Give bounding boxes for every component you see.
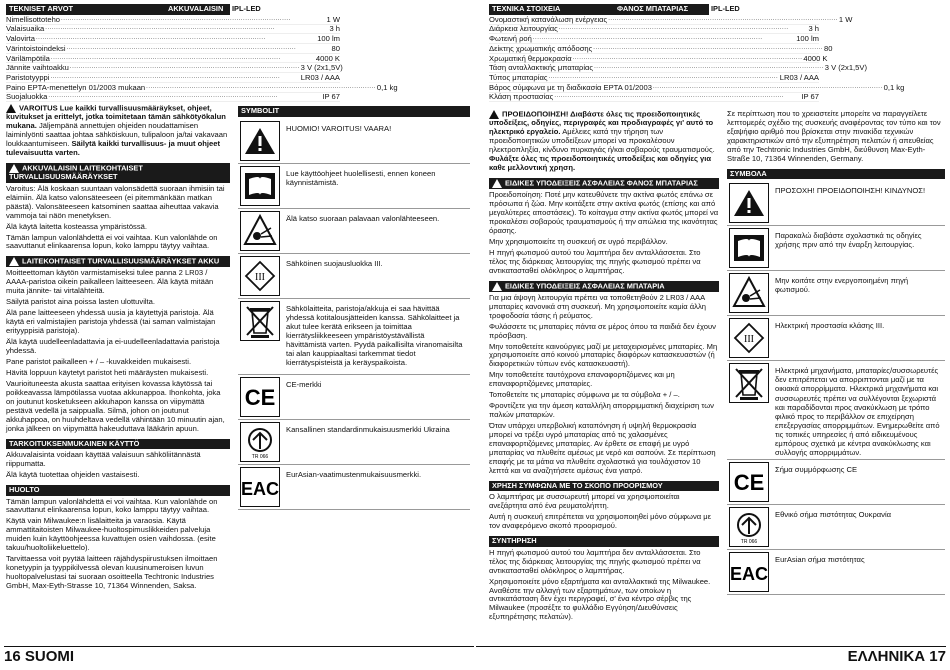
symbol-row [238, 254, 470, 299]
ce-mark-icon [729, 462, 769, 502]
spec-row [6, 93, 340, 103]
section-bar: LAITEKOHTAISET TURVALLISUUSMÄÄRÄYKSET AKKU [6, 256, 230, 267]
leader-dots: .......................................................................................................... [50, 73, 281, 80]
symbols-bar: ΣΥΜΒΟΛΑ [727, 169, 945, 180]
page-greek [475, 0, 950, 670]
spec-row [489, 34, 819, 44]
warning-icon [492, 282, 502, 291]
paragraph: Χρησιμοποιείτε μόνο εξαρτήματα και ανταλλακτικά της Milwaukee. Αναθέστε την αλλαγή των εξαρτημάτων, των οποίων η αντικατάσταση δεν έχει περιγραφεί, σ' ένα κέντρο σέρβις της Milwaukee (προσέξτε το φυλλάδιο Εγγύηση/Διευθύνσεις εξυπηρέτησης πελατών). [489, 576, 711, 622]
warning-icon [9, 257, 19, 266]
warning-intro: ΠΡΟΕΙΔΟΠΟΙΗΣΗ! Διαβάστε όλες τις προειδοποιητικές υποδείξεις, οδηγίες, περιγραφές και προδιαγραφές γι' αυτό το ηλεκτρικό εργαλείο. Αμέλειες κατά την τήρηση των προειδοποιητικών υποδείξεων μπορεί να προκαλέσουν ηλεκτροπληξία, κίνδυνο πυρκαγιάς ή/και σοβαρούς τραυματισμούς. Φυλάξτε όλες τις προειδοποιητικές υποδείξεις και οδηγίες για καθε μελλοντική χρηση. [489, 109, 715, 173]
symbol-description: Ηλεκτρική προστασία κλάσης III. [775, 321, 885, 331]
warning-intro: VAROITUS Lue kaikki turvallisuusmääräykset, ohjeet, kuvitukset ja erittelyt, jotka toimitetaan tämän sähkötyökalun mukana. Jäljempänä annettujen ohjeiden noudattamisen laiminlyönti saattaa johtaa sähköiskuun, tulipaloon ja/tai vakavaan loukkaantumiseen. Säilytä kaikki turvallisuus- ja muut ohjeet tulevaisuutta varten. [6, 103, 228, 158]
leader-dots: .......................................................................................................... [61, 15, 291, 22]
paragraph: Μην τοποθετείτε καινούργιες μαζί με μεταχειρισμένες μπαταρίες. Μη χρησιμοποιείτε από κοινού μπαταρίες διαφόρων κατασκευαστών (ή διαφορετικών τύπων ενός κατασκευαστή). [489, 341, 718, 369]
spec-value: 4000 K [803, 53, 828, 63]
text-column-right [489, 110, 719, 624]
protection-class-iii-icon [240, 256, 280, 296]
spec-value: 100 lm [796, 34, 819, 44]
spec-value: 0,1 kg [883, 82, 905, 92]
spec-label: Värintoistoindeksi [6, 43, 66, 53]
eac-mark-icon [240, 467, 280, 507]
symbol-description: Εθνικό σήμα πιστότητας Ουκρανία [775, 510, 892, 520]
svg-text:TR 066: TR 066 [740, 539, 758, 546]
spec-row [489, 63, 867, 73]
symbols-bar: SYMBOLIT [238, 106, 470, 117]
svg-text:EAC: EAC [729, 564, 769, 585]
symbol-row [727, 460, 945, 505]
symbol-description: EurAsian σήμα πιστότητας [775, 555, 865, 565]
leader-dots: .......................................................................................................... [572, 54, 803, 61]
symbol-row [727, 550, 945, 595]
paragraph: Vaurioituneesta akusta saattaa erityisen kovassa käytössä tai poikkeavassa lämpötilassa vuotaa akkunappoa. Ihonkohta, joka on joutunut kosketukseen akkuhapon kanssa on viipymättä pestävä vedellä ja saippualla. Silmä, johon on joutunut akkuhappoa, on huuhdeltava vedellä vähintään 10 minuutin ajan, jonka jälkeen on viipymättä hakeuduttava lääkärin apuun. [6, 378, 225, 433]
spec-label: Paino EPTA-menettelyn 01/2003 mukaan [6, 82, 146, 92]
paragraph: Tarvittaessa voit pyytää laitteen räjähdyspiirustuksen ilmoittaen konetyypin ja tyyppikilvessä olevan kuusinumeroisen luvun huoltopalvelustasi tai suoraan osoitteella Techtronic Industries GmbH, Max-Eyth-Strasse 10, 71364 Winnenden, Saksa. [6, 554, 218, 591]
spec-label: Jännite vaihtoakku [6, 63, 69, 73]
spec-table [6, 4, 398, 102]
paragraph: Όταν υπάρχει υπερβολική καταπόνηση ή υψηλή θερμοκρασία μπορεί να τρέξει υγρό μπαταρίας από τις χαλασμένες επαναφορτιζόμενες μπαταρίες. Αν έρθετε σε επαφή με υγρό μπαταρίας να πλυθείτε αμέσως με νερό και σαπούνι. Σε περίπτωση επαφής με τα μάτια να πλυθείτε σχολαστικά για τουλάχιστον 10 λεπτά και να αναζητήσετε αμέσως ένα γιατρό. [489, 421, 716, 475]
svg-text:CE: CE [733, 470, 765, 496]
symbol-row [238, 299, 470, 375]
spec-value: 100 lm [317, 34, 340, 44]
svg-text:III: III [744, 334, 754, 346]
spec-label: Διάρκεια λειτουργίας [489, 24, 558, 34]
paragraph: Αυτή η συσκευή επιτρέπεται να χρησιμοποιηθεί μόνο σύμφωνα με τον αναφερόμενο σκοπό προορισμού. [489, 512, 712, 531]
symbol-row [727, 361, 945, 460]
spec-header: ΤΕΧΝΙΚΑ ΣΤΟΙΧΕΙΑ [492, 4, 561, 14]
read-manual-icon [240, 166, 280, 206]
paragraph: Προειδοποίηση: Ποτέ μην κατευθύνετε την ακτίνα φωτός επάνω σε πρόσωπα ή ζώα. Μην κοιτάξετε στην ακτίνα φωτός (επίσης και από μεγαλύτερες αποστάσεις). Το κοίταγμα στην ακτίνα φωτός μπορεί να προκαλέσει σοβαρούς τραυματισμούς ή την απώλεια της ικανότητας όρασης. [489, 190, 719, 235]
spec-product: ΦΑΝΟΣ ΜΠΑΤΑΡΙΑΣ [617, 4, 689, 14]
spec-row [6, 25, 340, 35]
warning-icon [9, 164, 19, 173]
spec-value: LR03 / AAA [300, 72, 340, 82]
leader-dots: .......................................................................................................... [554, 93, 785, 100]
spec-row [6, 73, 340, 83]
spec-label: Valovirta [6, 34, 35, 44]
spec-label: Τάση ανταλλακτικής μπαταρίας [489, 63, 594, 73]
paragraph: Ο λαμπτήρας με συσσωρευτή μπορεί να χρησιμοποιείται ανεξάρτητα από ένα ρευματολήπτη. [489, 492, 680, 511]
spec-model: IPL-LED [230, 4, 340, 15]
paragraph: Μην τοποθετείτε ταυτόχρονα επαναφορτιζόμενες και μη επαναφορτιζόμενες μπαταρίες. [489, 370, 675, 389]
spec-row [489, 93, 819, 103]
weee-bin-icon [240, 301, 280, 341]
svg-text:TR 066: TR 066 [251, 453, 269, 460]
spec-model: IPL-LED [709, 4, 819, 15]
spec-value: LR03 / AAA [779, 72, 819, 82]
symbol-row [238, 420, 470, 465]
spec-row [489, 82, 905, 93]
symbol-description: Sähköinen suojausluokka III. [286, 258, 383, 268]
paragraph: Φροντίζετε για την άμεση καταλλήλη απορριμματική διαχείριση των παλιών μπαταριών. [489, 401, 714, 420]
symbol-description: Μην κοιτάτε στην ενεργοποιημένη πηγή φωτισμού. [775, 276, 909, 295]
leader-dots: .......................................................................................................... [594, 64, 824, 71]
leader-dots: .......................................................................................................... [652, 83, 883, 90]
paragraph: Για μια άψογη λειτουργία πρέπει να τοποθετηθούν 2 LR03 / AAA μπαταρίες κανονικά στη συσκευή. Μη χρησιμοποιείτε καμία άλλη τροφοδοσία τάσης ή ρεύματος. [489, 292, 706, 320]
spec-value: 3 V (2x1,5V) [300, 63, 343, 73]
symbol-description: Lue käyttöohjeet huolellisesti, ennen koneen käynnistämistä. [286, 168, 436, 187]
symbol-row [727, 181, 945, 226]
paragraph: Varoitus: Älä koskaan suuntaan valonsädettä suoraan ihmisiin tai eläimiin. Älä katso valonsäteeseen (ei pitemmänkään matkan päästä). Valonsäteeseen katsominen saattaa aiheuttaa vakavia vammoja tai näön menetyksen. [6, 183, 225, 220]
symbol-description: Kansallinen standardinmukaisuusmerkki Ukraina [286, 424, 450, 434]
paragraph: Säilytä paristot aina poissa lasten ulottuvilta. [6, 297, 156, 307]
leader-dots: .......................................................................................................... [35, 35, 266, 42]
symbol-description: Älä katso suoraan palavaan valonlähteeseen. [286, 213, 440, 223]
symbol-row [238, 465, 470, 510]
spec-value: 4000 K [315, 53, 340, 63]
symbol-row [238, 209, 470, 254]
leader-dots: .......................................................................................................... [146, 83, 376, 90]
warning-icon [6, 104, 16, 113]
symbol-description: Ηλεκτρικά μηχανήματα, μπαταρίες/συσσωρευτές δεν επιτρέπεται να απορριπτονται μαζί με τα οικιακά απορρίμματα. Ηλεκτρικά μηχανήματα και συσσωρευτές πρέπει να συλλέγονται ξεχωριστά και παραδίδονται προς ανακύκλωση με τρόπο φιλικό προς το περιβάλλον σε επιχείρηση επεξεργασίας απορριμμάτων. Ενημερωθείτε από τις τοπικές υπηρεσίες ή από ειδικευμένους εμπόρους σχετικά με κέντρα ανακύκλωσης και συλλογής απορριμμάτων. [775, 366, 940, 458]
spec-value: 3 h [329, 24, 340, 34]
eac-mark-icon [729, 552, 769, 592]
leader-dots: .......................................................................................................... [608, 15, 838, 22]
leader-dots: .......................................................................................................... [50, 54, 281, 61]
read-manual-icon [729, 228, 769, 268]
symbol-description: Σήμα συμμόρφωσης CE [775, 465, 858, 475]
paragraph: Akkuvalaisinta voidaan käyttää valaisuun sähköliitännästä riippumatta. [6, 450, 201, 469]
ukraine-conformity-icon [729, 507, 769, 547]
spec-row [6, 34, 340, 44]
no-stare-light-icon [729, 273, 769, 313]
warning-icon [489, 110, 499, 119]
spec-label: Κλάση προστασίας [489, 92, 554, 102]
symbol-description: HUOMIO! VAROITUS! VAARA! [286, 123, 392, 133]
paragraph: Η πηγή φωτισμού αυτού του λαμπτήρα δεν ανταλλάσσεται. Στο τέλος της διάρκειας λειτουργίας της πηγής φωτισμού πρέπει να αντικατασταθεί ολόκληρος ο λαμπτήρας. [489, 247, 701, 275]
spec-row [6, 15, 340, 25]
symbol-row [727, 271, 945, 316]
paragraph: Σε περίπτωση που το χρειαστείτε μπορείτε να παραγγείλετε λεπτομερές σχέδιο της συσκευής αναφέροντας τον τύπο και τον εξαψήφιο αριθμό που βρίσκεται στην πινακίδα τεχνικών χαρακτηριστικών από την εξυπηρέτηση πελατών ή απευθείας από την Techtronic Industries GmbH, διεύθυνση Max-Eyth-Straße 10, 71364 Winnenden, Germany. [727, 109, 941, 163]
symbol-row [238, 119, 470, 164]
symbol-description: ΠΡΟΣΟΧΗ! ΠΡΟΕΙΔΟΠΟΙΗΣΗ! ΚΙΝΔΥΝΟΣ! [775, 186, 926, 196]
svg-text:EAC: EAC [240, 478, 280, 499]
spec-label: Χρωματική θερμοκρασία [489, 53, 572, 63]
warning-triangle-icon [729, 183, 769, 223]
paragraph: Tämän lampun valonlähdettä ei voi vaihtaa. Kun valonlähde on saavuttanut elinkaarensa lopun, koko lamppu täytyy vaihtaa. [6, 496, 218, 515]
section-bar: HUOLTO [6, 485, 230, 496]
paragraph: Älä pane laitteeseen yhdessä uusia ja käytettyjä paristoja. Älä käytä eri valmistajien paristoja yhdessä (tai saman valmistajan erityyppisiä paristoja). [6, 308, 216, 336]
leader-dots: .......................................................................................................... [48, 93, 279, 100]
spec-row [489, 43, 833, 54]
protection-class-iii-icon [729, 318, 769, 358]
symbol-description: Sähkölaitteita, paristoja/akkuja ei saa hävittää yhdessä kotitalousjätteiden kanssa. Sähkölaitteet ja akut tulee kerätä erikseen ja toimittaa kierrätysliikkeeseen ympäristöystävällistä hävittämistä varten. Pyydä paikallisilta viranomaisilta tai alan kauppiaaltasi tarkemmat tiedot kierrätyspisteistä ja keräyspaikoista. [286, 303, 463, 368]
leader-dots: .......................................................................................................... [532, 35, 763, 42]
page-footer: ΕΛΛΗΝΙΚΑ 17 [476, 646, 946, 666]
spec-header: TEKNISET ARVOT [9, 4, 74, 14]
spec-value: 1 W [326, 14, 340, 24]
spec-label: Ονομαστική κατανάλωση ενέργειας [489, 14, 608, 24]
spec-label: Φωτεινή ροή [489, 34, 532, 44]
symbol-row [238, 164, 470, 209]
spec-value: 0,1 kg [376, 82, 398, 92]
svg-text:III: III [255, 271, 265, 283]
paragraph: Φυλάσσετε τις μπαταρίες πάντα σε μέρος όπου τα παιδιά δεν έχουν πρόσβαση. [489, 321, 716, 340]
symbols-column [238, 104, 470, 510]
spec-label: Värilämpötila [6, 53, 50, 63]
spec-row [489, 73, 819, 83]
spec-product: AKKUVALAISIN [168, 4, 224, 14]
spec-table [489, 4, 905, 102]
leader-dots: .......................................................................................................... [69, 64, 300, 71]
warning-triangle-icon [240, 121, 280, 161]
spec-row [489, 14, 853, 25]
paragraph: Μην χρησιμοποιείτε τη συσκευή σε υγρό περιβάλλον. [489, 236, 668, 246]
paragraph: Älä käytä uudelleenladattavia ja ei-uudelleenladattavia paristoja yhdessä. [6, 337, 220, 356]
spec-row [6, 44, 340, 54]
leader-dots: .......................................................................................................... [593, 44, 823, 51]
section-bar: TARKOITUKSENMUKAINEN KÄYTTÖ [6, 439, 230, 450]
paragraph: Älä käytä tuotettaa ohjeiden vastaisesti. [6, 470, 140, 480]
paragraph: Tämän lampun valonlähdettä ei voi vaihtaa. Kun valonlähde on saavuttanut elinkaarensa lopun, koko lamppu täytyy vaihtaa. [6, 232, 218, 251]
ukraine-conformity-icon [240, 422, 280, 462]
spec-value: IP 67 [322, 92, 340, 102]
spec-row [6, 54, 340, 64]
text-column-left [6, 104, 230, 593]
symbols-column [727, 110, 945, 595]
spec-row [489, 25, 819, 35]
svg-text:CE: CE [244, 384, 276, 410]
weee-bin-icon [729, 363, 769, 403]
leader-dots: .......................................................................................................... [548, 73, 779, 80]
spec-row [6, 82, 398, 93]
section-bar: AKKUVALAISIN LAITEKOHTAISET TURVALLISUUSMÄÄRÄYKSET [6, 163, 230, 183]
page-footer: 16 SUOMI [4, 646, 474, 666]
spec-label: Τύπος μπαταρίας [489, 72, 548, 82]
spec-value: 80 [331, 43, 340, 53]
spec-value: 3 V (2x1,5V) [824, 63, 867, 73]
section-bar: ΧΡΗΣΗ ΣΥΜΦΩΝΑ ΜΕ ΤΟ ΣΚΟΠΟ ΠΡΟΟΡΙΣΜΟΥ [489, 481, 719, 492]
spec-row [6, 63, 343, 73]
spec-row [489, 53, 828, 64]
paragraph: Älä käytä laitetta kosteassa ympäristössä. [6, 221, 147, 231]
spec-value: 1 W [838, 14, 853, 24]
symbol-row [727, 226, 945, 271]
section-bar: ΣΥΝΤΗΡΗΣΗ [489, 536, 719, 547]
symbol-description: Παρακαλώ διαβάστε σχολαστικά τις οδηγίες χρήσης πριν από την έναρξη λειτουργίας. [775, 231, 922, 250]
no-stare-light-icon [240, 211, 280, 251]
paragraph: Pane paristot paikalleen + / – -kuvakkeiden mukaisesti. [6, 356, 192, 366]
paragraph: Moitteettoman käytön varmistamiseksi tulee panna 2 LR03 / AAAA-paristoa oikein paikalleen laitteeseen. Älä käytä mitään muita jännite- tai virtalähteitä. [6, 268, 214, 296]
paragraph: Τοποθετείτε τις μπαταρίες σύμφωνα με τα σύμβολα + / –. [489, 390, 680, 400]
spec-label: Paristotyyppi [6, 72, 50, 82]
paragraph: Hävitä loppuun käytetyt paristot heti määräysten mukaisesti. [6, 367, 209, 377]
spec-value: 80 [824, 43, 833, 53]
ce-mark-icon [240, 377, 280, 417]
spec-label: Valaisuaika [6, 24, 45, 34]
spec-label: Δείκτης χρωματικής απόδοσης [489, 43, 593, 53]
paragraph: Käytä vain Milwaukee:n lisälaitteita ja varaosia. Käytä ammattitaitoisten Milwaukee-huoltospimuslikkeiden palveluja muiden kuin käyttöohjeessa kuvattujen osien vaihdossa. (esite takuu/huoltoliikeluettelo). [6, 516, 216, 553]
symbol-description: CE-merkki [286, 379, 322, 389]
spec-label: Βάρος σύμφωνα με τη διαδικασία EPTA 01/2003 [489, 82, 652, 92]
leader-dots: .......................................................................................................... [66, 44, 297, 51]
spec-label: Nimellisottoteho [6, 14, 61, 24]
section-bar: ΕΙΔΙΚΕΣ ΥΠΟΔΕΙΞΕΙΣ ΑΣΦΑΛΕΙΑΣ ΦΑΝΟΣ ΜΠΑΤΑΡΙΑΣ [489, 178, 719, 189]
spec-label: Suojaluokka [6, 92, 48, 102]
symbol-row [727, 505, 945, 550]
symbol-row [727, 316, 945, 361]
symbol-row [238, 375, 470, 420]
section-bar: ΕΙΔΙΚΕΣ ΥΠΟΔΕΙΞΕΙΣ ΑΣΦΑΛΕΙΑΣ ΜΠΑΤΑΡΙΑ [489, 281, 719, 292]
leader-dots: .......................................................................................................... [558, 25, 789, 32]
symbol-description: EurAsian-vaatimustenmukaisuusmerkki. [286, 469, 422, 479]
spec-value: IP 67 [801, 92, 819, 102]
warning-icon [492, 179, 502, 188]
paragraph: Η πηγή φωτισμού αυτού του λαμπτήρα δεν ανταλλάσσεται. Στο τέλος της διάρκειας λειτουργίας της πηγής φωτισμού πρέπει να αντικατασταθεί ολόκληρος ο λαμπτήρας. [489, 547, 701, 575]
leader-dots: .......................................................................................................... [45, 25, 275, 32]
spec-value: 3 h [808, 24, 819, 34]
